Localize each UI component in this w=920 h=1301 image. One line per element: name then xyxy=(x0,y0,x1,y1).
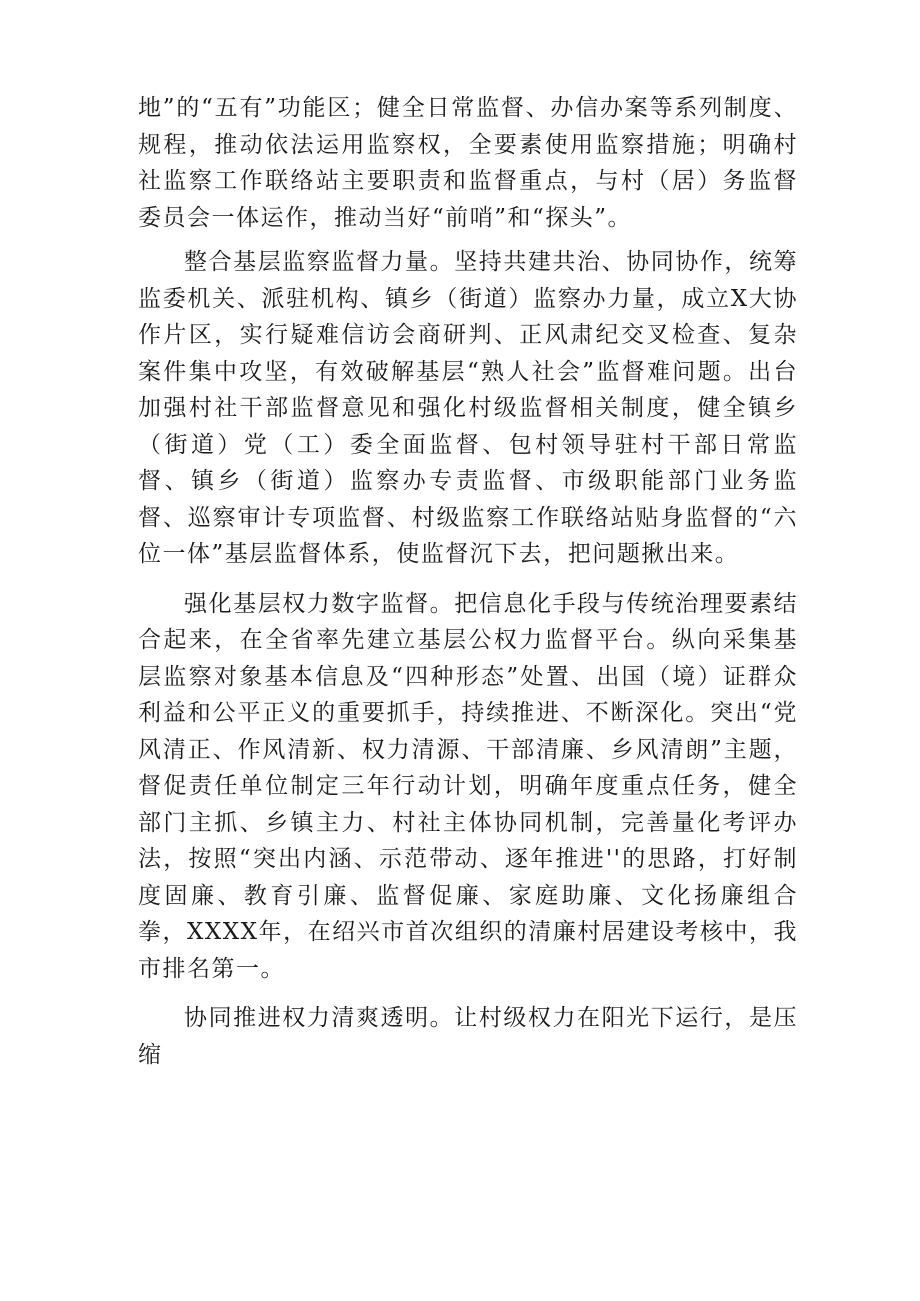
paragraph-continuation: 地”的“五有”功能区；健全日常监督、办信办案等系列制度、规程，推动依法运用监察权，全要素使用监察措施；明确村社监察工作联络站主要职责和监督重点，与村（居）务监督委员会一体运作，推动当好“前哨”和“探头”。 xyxy=(138,95,798,231)
paragraph-integrate-supervision: 整合基层监察监督力量。坚持共建共治、协同协作，统筹监委机关、派驻机构、镇乡（街道）监察办力量，成立X大协作片区，实行疑难信访会商研判、正风肃纪交叉检查、复杂案件集中攻坚，有效破解基层“熟人社会”监督难问题。出台加强村社干部监督意见和强化村级监督相关制度，健全镇乡（街道）党（工）委全面监督、包村领导驻村干部日常监督、镇乡（街道）监察办专责监督、市级职能部门业务监督、巡察审计专项监督、村级监察工作联络站贴身监督的“六位一体”基层监督体系，使监督沉下去，把问题揪出来。 xyxy=(138,249,798,567)
document-body xyxy=(138,90,798,1073)
paragraph-power-transparency: 协同推进权力清爽透明。让村级权力在阳光下运行，是压缩 xyxy=(138,1005,798,1068)
paragraph-digital-supervision: 强化基层权力数字监督。把信息化手段与传统治理要素结合起来，在全省率先建立基层公权力监督平台。纵向采集基层监察对象基本信息及“四种形态”处置、出国（境）证群众利益和公平正义的重要抓手，持续推进、不断深化。突出“党风清正、作风清新、权力清源、干部清廉、乡风清朗”主题，督促责任单位制定三年行动计划，明确年度重点任务，健全部门主抓、乡镇主力、村社主体协同机制，完善量化考评办法，按照“突出内涵、示范带动、逐年推进''的思路，打好制度固廉、教育引廉、监督促廉、家庭助廉、文化扬廉组合拳，XXXX年，在绍兴市首次组织的清廉村居建设考核中，我市排名第一。 xyxy=(138,590,798,982)
